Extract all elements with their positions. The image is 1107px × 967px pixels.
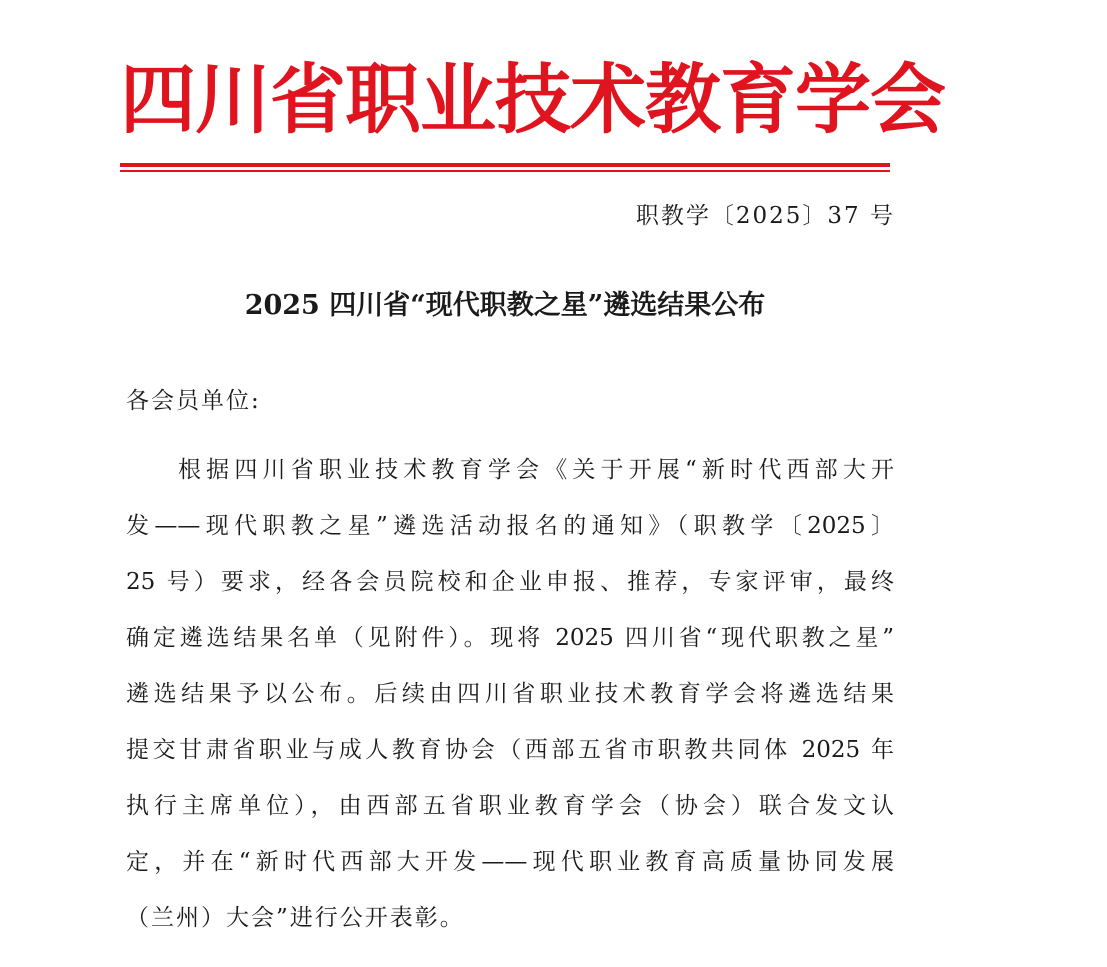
body-line: （兰州）大会”进行公开表彰。	[126, 905, 465, 931]
organization-masthead: 四川省职业技术教育学会	[120, 55, 945, 144]
red-header-rule-thin	[120, 170, 890, 172]
body-line: 发——现代职教之星”遴选活动报名的通知》（职教学〔2025〕	[126, 513, 894, 539]
body-line: 执行主席单位），由西部五省职业教育学会（协会）联合发文认	[126, 793, 894, 819]
body-line: 根据四川省职业技术教育学会《关于开展“新时代西部大开	[178, 457, 894, 483]
salutation: 各会员单位:	[126, 388, 261, 414]
document-number: 职教学〔2025〕37 号	[635, 203, 895, 229]
body-line: 提交甘肃省职业与成人教育协会（西部五省市职教共同体 2025 年	[126, 737, 894, 763]
body-line: 25 号）要求，经各会员院校和企业申报、推荐，专家评审，最终	[126, 569, 894, 595]
body-line: 定，并在“新时代西部大开发——现代职业教育高质量协同发展	[126, 849, 894, 875]
body-line: 遴选结果予以公布。后续由四川省职业技术教育学会将遴选结果	[126, 681, 894, 707]
body-line: 确定遴选结果名单（见附件）。现将 2025 四川省“现代职教之星”	[126, 625, 894, 651]
red-header-rule	[120, 163, 890, 167]
document-title: 2025 四川省“现代职教之星”遴选结果公布	[244, 290, 766, 321]
